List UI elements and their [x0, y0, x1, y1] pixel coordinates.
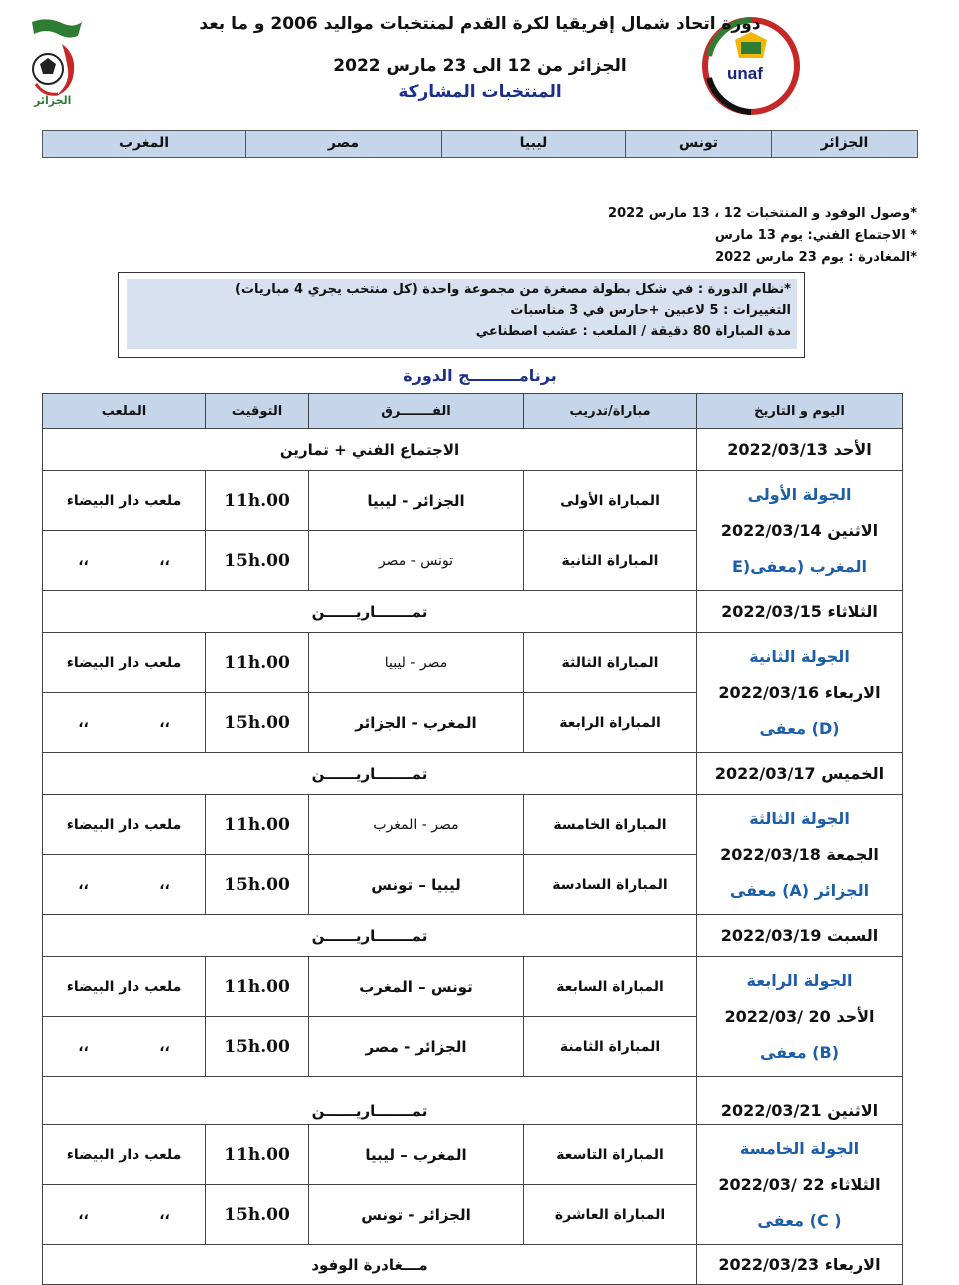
match-teams: مصر - المغرب: [309, 795, 524, 855]
round-day: الاربعاء 2022/03/16: [718, 682, 881, 702]
round-name: الجولة الثالثة: [749, 808, 850, 828]
team-libya: ليبيا: [441, 131, 625, 157]
match-teams: المغرب – ليبيا: [309, 1125, 524, 1185]
table-row: [43, 915, 903, 957]
match-name: المباراة الثالثة: [524, 633, 697, 693]
match-venue: ملعب دار البيضاء: [43, 795, 206, 855]
match-time: 15h.00: [206, 1017, 309, 1077]
col-date: اليوم و التاريخ: [697, 394, 903, 429]
round-cell: [697, 957, 903, 1077]
meeting-info: * الاجتماع الفني: يوم 13 مارس: [714, 228, 917, 243]
unaf-logo-text: unaf: [727, 64, 763, 83]
table-row: [43, 957, 903, 1017]
match-name: المباراة الرابعة: [524, 693, 697, 753]
match-teams: تونس - مصر: [309, 531, 524, 591]
row-note: تمـــــــاريــــــن: [43, 1077, 697, 1125]
ditto-mark: ،،: [159, 714, 170, 731]
match-teams: المغرب - الجزائر: [309, 693, 524, 753]
row-note: الاجتماع الفني + تمارين: [43, 429, 697, 471]
match-venue: ملعب دار البيضاء: [43, 957, 206, 1017]
match-name: المباراة السادسة: [524, 855, 697, 915]
match-teams: ليبيا – تونس: [309, 855, 524, 915]
round-cell: [697, 795, 903, 915]
match-time: 15h.00: [206, 531, 309, 591]
ditto-mark: ،،: [159, 876, 170, 893]
duration-info: مدة المباراة 80 دقيقة / الملعب : عشب اصطناعي: [475, 324, 791, 339]
round-bye: ( C) معفى: [757, 1210, 842, 1230]
match-teams: الجزائر - مصر: [309, 1017, 524, 1077]
table-row: [43, 633, 903, 693]
round-bye: (D) معفى: [759, 718, 840, 738]
match-name: المباراة العاشرة: [524, 1185, 697, 1245]
match-venue: [43, 1017, 206, 1077]
ditto-mark: ،،: [159, 1038, 170, 1055]
match-name: المباراة الثانية: [524, 531, 697, 591]
round-cell: [697, 1125, 903, 1245]
match-time: 15h.00: [206, 1185, 309, 1245]
round-cell: [697, 633, 903, 753]
round-bye: الجزائر (A) معفى: [729, 880, 870, 900]
match-name: المباراة الخامسة: [524, 795, 697, 855]
round-name: الجولة الثانية: [749, 646, 850, 666]
round-day: الأحد 20 /2022/03: [724, 1006, 875, 1026]
match-venue: [43, 531, 206, 591]
team-morocco: المغرب: [118, 135, 170, 151]
match-name: المباراة الثامنة: [524, 1017, 697, 1077]
match-venue: ملعب دار البيضاء: [43, 1125, 206, 1185]
match-time: 11h.00: [206, 795, 309, 855]
col-type: مباراة/تدريب: [524, 394, 697, 429]
round-name: الجولة الرابعة: [746, 970, 853, 990]
team-algeria: الجزائر: [771, 131, 917, 157]
row-note: تمـــــــاريــــــن: [43, 591, 697, 633]
arrival-info: *وصول الوفود و المنتخبات 12 ، 13 مارس 2022: [608, 206, 917, 221]
match-time: 15h.00: [206, 855, 309, 915]
col-teams: الفـــــــرق: [309, 394, 524, 429]
match-venue: [43, 1185, 206, 1245]
match-teams: مصر - ليبيا: [309, 633, 524, 693]
match-venue: [43, 855, 206, 915]
table-row: [43, 591, 903, 633]
table-row: [43, 1125, 903, 1185]
row-date: الخميس 2022/03/17: [697, 753, 903, 795]
round-day: الاثنين 2022/03/14: [720, 520, 879, 540]
round-cell: [697, 471, 903, 591]
match-teams: الجزائر - تونس: [309, 1185, 524, 1245]
round-name: الجولة الأولى: [747, 484, 852, 504]
departure-info: *المغادرة : يوم 23 مارس 2022: [715, 250, 917, 265]
match-teams: تونس – المغرب: [309, 957, 524, 1017]
row-date: السبت 2022/03/19: [697, 915, 903, 957]
col-time: التوقيت: [206, 394, 309, 429]
info-block: [217, 203, 917, 269]
program-title: برنامـــــــــج الدورة: [403, 366, 557, 385]
ditto-mark: ،،: [78, 876, 89, 893]
ditto-mark: ،،: [78, 1038, 89, 1055]
match-time: 15h.00: [206, 693, 309, 753]
ditto-mark: ،،: [78, 1206, 89, 1223]
faf-logo: [28, 14, 86, 114]
match-time: 11h.00: [206, 633, 309, 693]
ditto-mark: ،،: [159, 552, 170, 569]
team-tunisia: تونس: [625, 131, 771, 157]
table-row: [43, 1077, 903, 1125]
table-row: [43, 1245, 903, 1285]
round-day: الجمعة 2022/03/18: [720, 844, 879, 864]
round-bye: (B) معفى: [759, 1042, 840, 1062]
match-venue: ملعب دار البيضاء: [43, 633, 206, 693]
match-venue: [43, 693, 206, 753]
match-venue: ملعب دار البيضاء: [43, 471, 206, 531]
round-bye: المغرب (معفى(E: [731, 556, 868, 576]
match-time: 11h.00: [206, 957, 309, 1017]
round-day: الثلاثاء 22 /2022/03: [718, 1174, 881, 1194]
row-date: الاثنين 2022/03/21: [697, 1077, 903, 1125]
faf-logo-text: الجزائر: [34, 94, 72, 107]
table-row: [43, 471, 903, 531]
ditto-mark: ،،: [159, 1206, 170, 1223]
tournament-dates: الجزائر من 12 الى 23 مارس 2022: [333, 56, 627, 76]
team-egypt: مصر: [245, 131, 441, 157]
row-note: تمـــــــاريــــــن: [43, 915, 697, 957]
row-date: الثلاثاء 2022/03/15: [697, 591, 903, 633]
teams-bar: [42, 130, 918, 158]
match-name: المباراة الأولى: [524, 471, 697, 531]
match-time: 11h.00: [206, 1125, 309, 1185]
match-name: المباراة التاسعة: [524, 1125, 697, 1185]
row-note: تمـــــــاريــــــن: [43, 753, 697, 795]
tournament-title: دورة اتحاد شمال إفريقيا لكرة القدم لمنتخبات مواليد 2006 و ما بعد: [199, 14, 761, 34]
table-header: [43, 394, 903, 429]
match-name: المباراة السابعة: [524, 957, 697, 1017]
col-venue: الملعب: [43, 394, 206, 429]
match-time: 11h.00: [206, 471, 309, 531]
participants-title: المنتخبات المشاركة: [398, 82, 562, 102]
ditto-mark: ،،: [78, 552, 89, 569]
ditto-mark: ،،: [78, 714, 89, 731]
format-info: *نظام الدورة : في شكل بطولة مصغرة من مجموعة واحدة (كل منتخب يجري 4 مباريات): [234, 282, 791, 297]
row-date: الأحد 2022/03/13: [697, 429, 903, 471]
match-teams: الجزائر - ليبيا: [309, 471, 524, 531]
system-box: [118, 272, 805, 358]
table-row: [43, 753, 903, 795]
schedule-table: [42, 393, 903, 1285]
subs-info: التغييرات : 5 لاعبين +حارس في 3 مناسبات: [510, 303, 791, 318]
round-name: الجولة الخامسة: [739, 1138, 860, 1158]
row-note: مـــغادرة الوفود: [43, 1245, 697, 1285]
table-row: [43, 429, 903, 471]
table-row: [43, 795, 903, 855]
row-date: الاربعاء 2022/03/23: [697, 1245, 903, 1285]
